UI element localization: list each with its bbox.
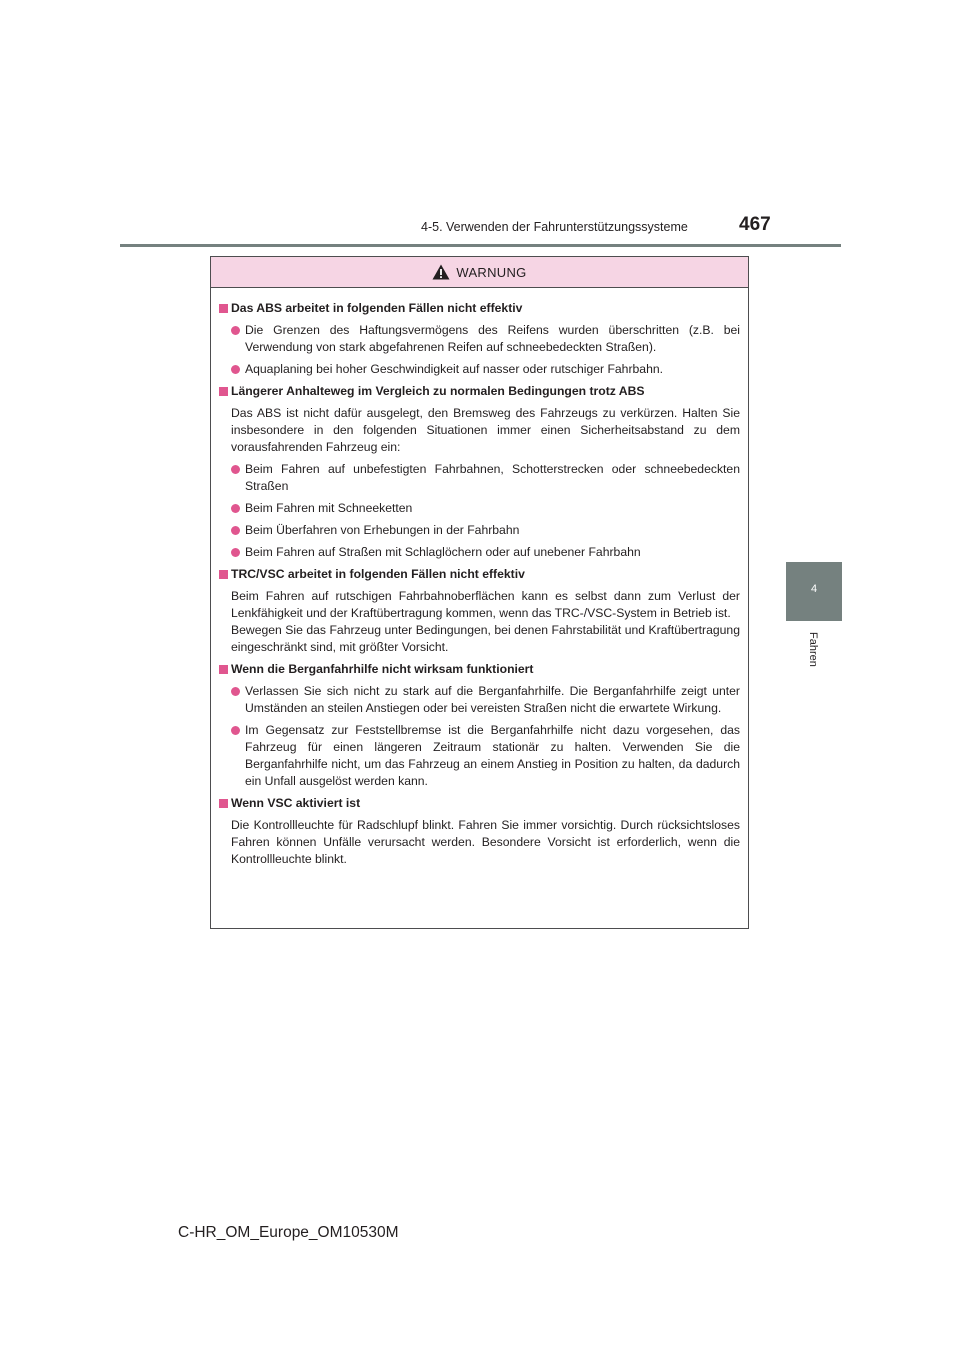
section-paragraph: Beim Fahren auf rutschigen Fahrbahnoberflächen kann es selbst dann zum Verlust der Lenkfähigkeit und der Kraftübertragung kommen, wenn das TRC-/VSC-System in Betrieb ist. [231,589,740,620]
list-item-text: Beim Fahren auf unbefestigten Fahrbahnen, Schotterstrecken oder schneebedeckten Straßen [245,462,740,493]
list-item [231,461,740,495]
dot-bullet-icon [231,526,240,535]
section-heading [219,300,740,317]
list-item-text: Beim Fahren auf Straßen mit Schlaglöchern oder auf unebener Fahrbahn [245,545,641,559]
warning-title: WARNUNG [456,264,527,280]
list-item-text: Im Gegensatz zur Feststellbremse ist die Berganfahrhilfe nicht dazu vorgesehen, das Fahrzeug für einen längeren Zeitraum stationär zu halten. Verwenden Sie die Berganfahrhilfe nicht, um das Fahrzeug an einem Anstieg in Position zu halten, da dadurch ein Unfall ausgelöst werden kann. [245,723,740,788]
list-item [231,544,740,561]
header-rule [120,244,841,247]
section-paragraph: Die Kontrollleuchte für Radschlupf blinkt. Fahren Sie immer vorsichtig. Durch rücksichtsloses Fahren können Unfälle verursacht werden. Besondere Vorsicht ist erforderlich, wenn die Kontrollleuchte blinkt. [231,818,740,866]
section-heading [219,661,740,678]
square-bullet-icon [219,570,228,579]
section-heading-text: Längerer Anhalteweg im Vergleich zu normalen Bedingungen trotz ABS [231,384,645,398]
section-heading [219,795,740,812]
section-heading-text: Wenn VSC aktiviert ist [231,796,361,810]
list-item [231,522,740,539]
list-item-text: Verlassen Sie sich nicht zu stark auf die Berganfahrhilfe. Die Berganfahrhilfe zeigt unter Umständen an steilen Anstiegen oder bei vereisten Straßen nicht die erwartete Wirkung. [245,684,740,715]
dot-bullet-icon [231,504,240,513]
section-title: 4-5. Verwenden der Fahrunterstützungssysteme [421,220,688,234]
dot-bullet-icon [231,687,240,696]
section-paragraph: Das ABS ist nicht dafür ausgelegt, den Bremsweg des Fahrzeugs zu verkürzen. Halten Sie insbesondere in den folgenden Situationen immer einen Sicherheitsabstand zu dem vorausfahrenden Fahrzeug ein: [231,406,740,454]
warning-header [211,257,748,288]
page-number: 467 [739,214,771,235]
warning-box [210,256,749,929]
dot-bullet-icon [231,326,240,335]
square-bullet-icon [219,304,228,313]
dot-bullet-icon [231,726,240,735]
list-item [231,500,740,517]
section-heading [219,383,740,400]
section-heading-text: Das ABS arbeitet in folgenden Fällen nicht effektiv [231,301,523,315]
section-heading [219,566,740,583]
dot-bullet-icon [231,548,240,557]
warning-body [211,288,748,868]
square-bullet-icon [219,665,228,674]
list-item-text: Die Grenzen des Haftungsvermögens des Reifens wurden überschritten (z.B. bei Verwendung von stark abgefahrenen Reifen auf schneebedeckten Straßen). [245,323,740,354]
square-bullet-icon [219,799,228,808]
list-item-text: Beim Überfahren von Erhebungen in der Fahrbahn [245,523,520,537]
document-id: C-HR_OM_Europe_OM10530M [178,1224,399,1241]
dot-bullet-icon [231,365,240,374]
list-item-text: Beim Fahren mit Schneeketten [245,501,413,515]
list-item [231,722,740,790]
dot-bullet-icon [231,465,240,474]
section-paragraph: Bewegen Sie das Fahrzeug unter Bedingungen, bei denen Fahrstabilität und Kraftübertragung eingeschränkt sind, mit größter Vorsicht. [231,623,740,654]
list-item [231,683,740,717]
chapter-tab [786,562,842,621]
square-bullet-icon [219,387,228,396]
warning-triangle-icon [432,264,450,280]
section-heading-text: TRC/VSC arbeitet in folgenden Fällen nicht effektiv [231,567,525,581]
list-item [231,361,740,378]
list-item [231,322,740,356]
chapter-tab-label: Fahren [807,632,819,667]
section-heading-text: Wenn die Berganfahrhilfe nicht wirksam funktioniert [231,662,534,676]
chapter-tab-number: 4 [810,583,818,595]
list-item-text: Aquaplaning bei hoher Geschwindigkeit auf nasser oder rutschiger Fahrbahn. [245,362,664,376]
